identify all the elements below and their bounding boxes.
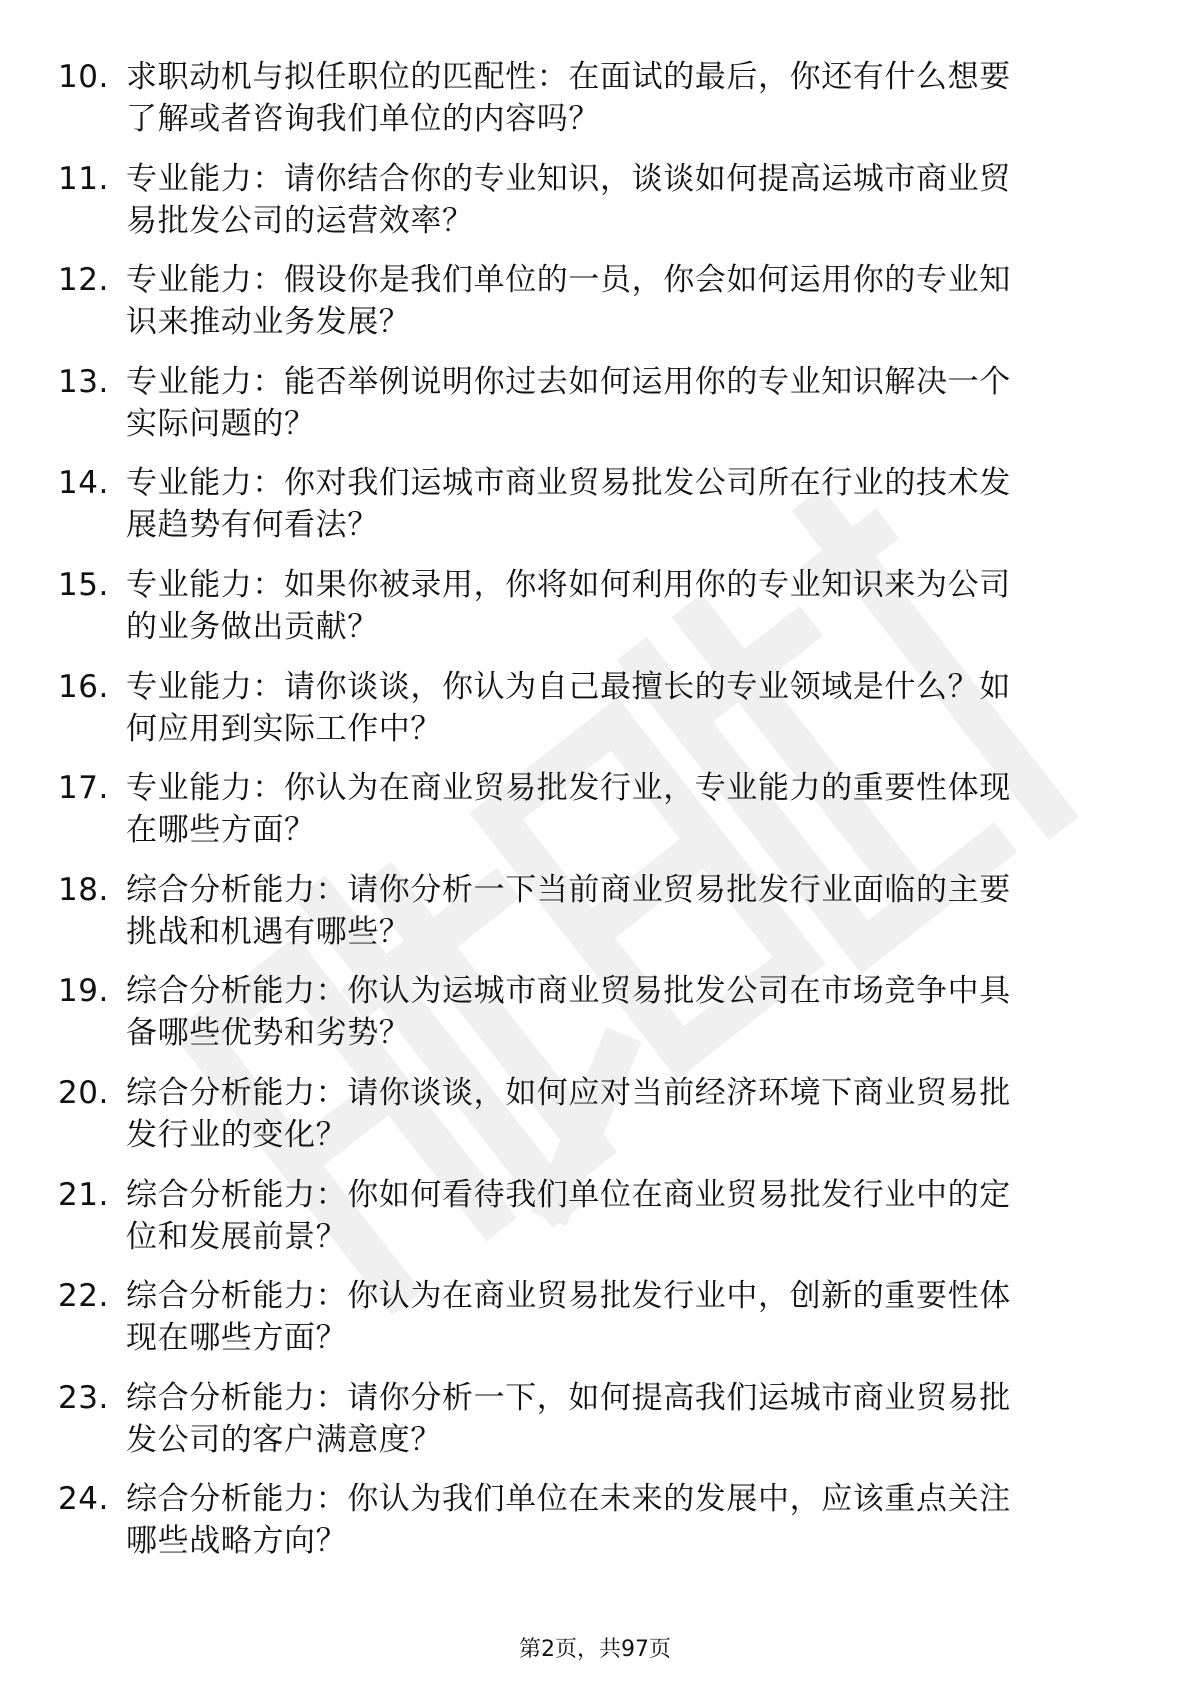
question-item [58,1068,1108,1170]
question-item [58,966,1108,1068]
question-number: 18. [58,871,109,908]
question-text: 综合分析能力：请你分析一下，如何提高我们运城市商业贸易批 发公司的客户满意度？ [126,1379,1011,1458]
question-text: 专业能力：能否举例说明你过去如何运用你的专业知识解决一个 实际问题的？ [126,363,1011,442]
question-number: 10. [58,59,109,95]
question-item [58,1170,1108,1272]
question-number: 20. [58,1074,109,1111]
question-item [58,763,1108,865]
question-text: 专业能力：请你谈谈，你认为自己最擅长的专业领域是什么？如 何应用到实际工作中？ [126,668,1011,747]
question-item [58,458,1108,560]
question-item [58,560,1108,662]
question-text: 专业能力：你认为在商业贸易批发行业，专业能力的重要性体现 在哪些方面？ [126,770,1011,849]
question-text: 综合分析能力：你认为运城市商业贸易批发公司在市场竞争中具 备哪些优势和劣势？ [126,973,1011,1052]
question-number: 22. [58,1278,109,1315]
question-item [58,154,1108,256]
question-text: 专业能力：你对我们运城市商业贸易批发公司所在行业的技术发 展趋势有何看法？ [126,465,1011,544]
question-text: 专业能力：请你结合你的专业知识，谈谈如何提高运城市商业贸 易批发公司的运营效率？ [126,160,1011,239]
question-item [58,255,1108,357]
question-number: 19. [58,973,109,1010]
question-item [58,1373,1108,1475]
question-text: 综合分析能力：请你谈谈，如何应对当前经济环境下商业贸易批 发行业的变化？ [126,1074,1011,1153]
question-number: 11. [58,160,109,197]
question-number: 23. [58,1379,109,1416]
question-number: 15. [58,566,109,603]
question-text: 综合分析能力：请你分析一下当前商业贸易批发行业面临的主要 挑战和机遇有哪些？ [126,871,1011,950]
question-item [58,865,1108,967]
question-text: 综合分析能力：你认为我们单位在未来的发展中，应该重点关注 哪些战略方向？ [126,1481,1011,1560]
page-number-label: 第2页，共97页 [519,1637,671,1662]
page-footer [0,1636,1190,1664]
question-number: 17. [58,770,109,807]
question-number: 24. [58,1481,109,1518]
question-item [58,662,1108,764]
question-number: 16. [58,668,109,705]
question-item [58,357,1108,459]
question-number: 12. [58,262,109,299]
question-number: 14. [58,465,109,502]
question-text: 专业能力：假设你是我们单位的一员，你会如何运用你的专业知 识来推动业务发展？ [126,262,1011,341]
question-number: 21. [58,1176,109,1213]
question-text: 综合分析能力：你如何看待我们单位在商业贸易批发行业中的定 位和发展前景？ [126,1176,1011,1255]
question-text: 专业能力：如果你被录用，你将如何利用你的专业知识来为公司 的业务做出贡献？ [126,566,1011,645]
question-item [58,1271,1108,1373]
question-item [58,1474,1108,1576]
question-item [58,52,1108,154]
question-number: 13. [58,363,109,400]
question-text: 求职动机与拟任职位的匹配性：在面试的最后，你还有什么想要 了解或者咨询我们单位的内容吗？ [126,59,1011,137]
question-list [58,52,1108,1576]
question-text: 综合分析能力：你认为在商业贸易批发行业中，创新的重要性体 现在哪些方面？ [126,1278,1011,1357]
